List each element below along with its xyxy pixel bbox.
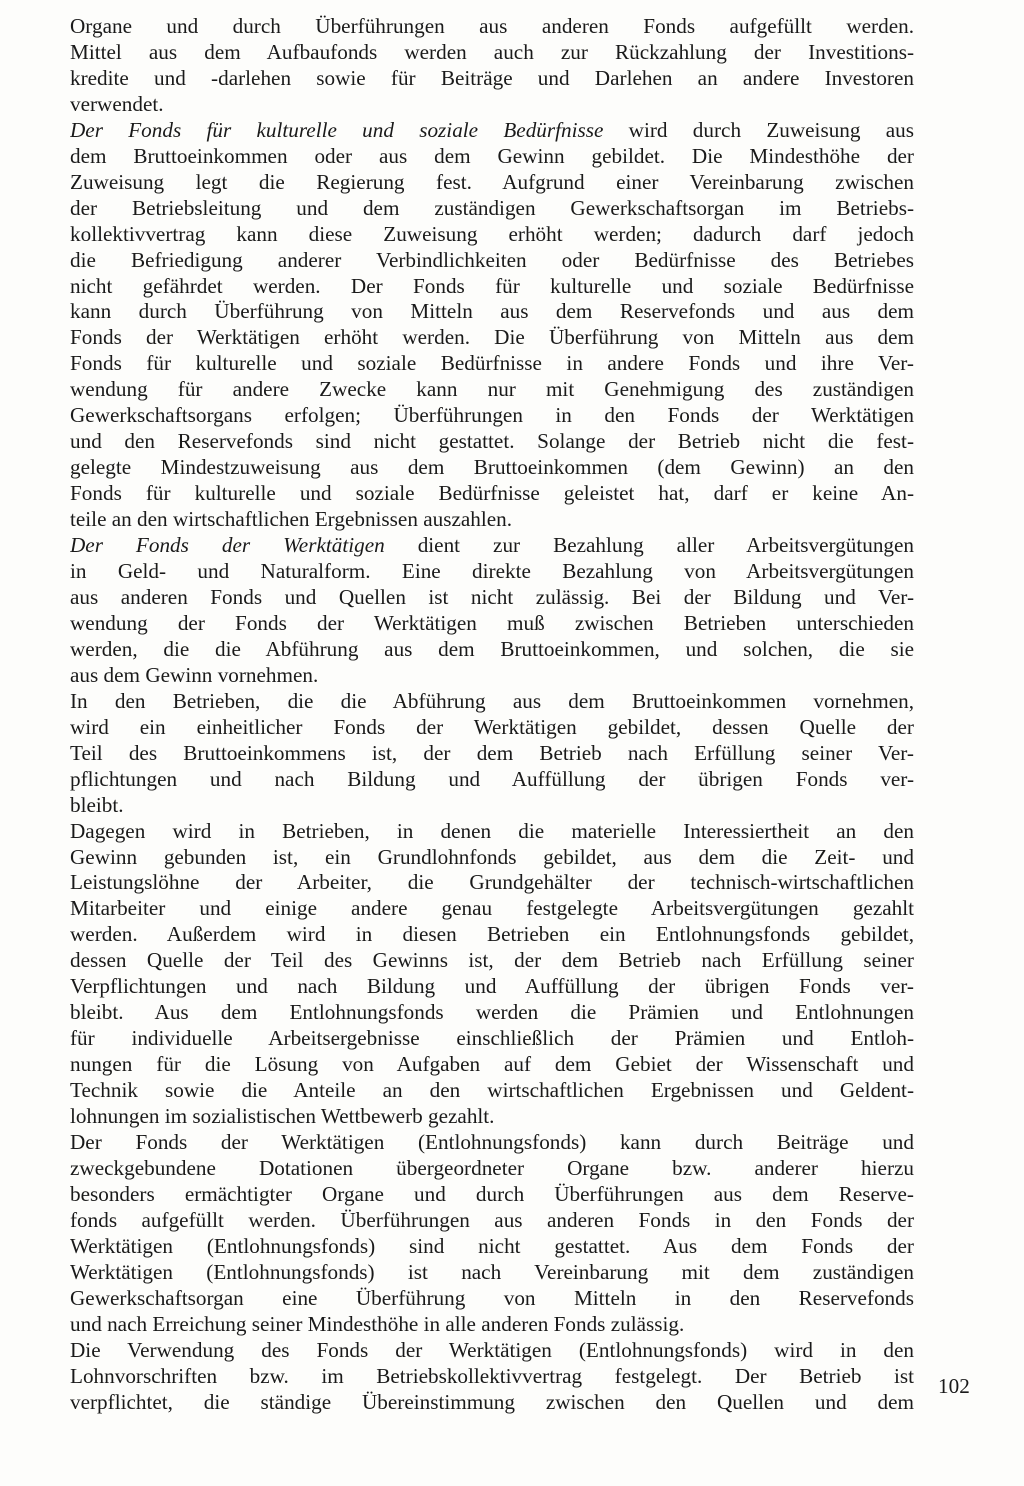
line-text: In den Betrieben, die die Abführung aus dem Bruttoeinkommen vornehmen, xyxy=(70,688,914,713)
text-line xyxy=(70,1364,914,1390)
line-text: bleibt. Aus dem Entlohnungsfonds werden die Prämien und Entlohnungen xyxy=(70,1000,914,1025)
text-line xyxy=(70,248,914,274)
line-text: Fonds für kulturelle und soziale Bedürfnisse geleistet hat, darf er keine An- xyxy=(70,481,914,506)
line-text: Mittel aus dem Aufbaufonds werden auch zur Rückzahlung der Investitions- xyxy=(70,39,914,64)
text-line xyxy=(70,559,914,585)
text-line xyxy=(70,922,914,948)
text-line xyxy=(70,222,914,248)
line-text: für individuelle Arbeitsergebnisse einschließlich der Prämien und Entloh- xyxy=(70,1026,914,1051)
text-line xyxy=(70,533,914,559)
paragraph xyxy=(70,14,914,118)
text-line xyxy=(70,429,914,455)
line-text: wird durch Zuweisung aus xyxy=(603,117,914,142)
text-line xyxy=(70,1182,914,1208)
text-line xyxy=(70,715,914,741)
text-line xyxy=(70,325,914,351)
line-text: teile an den wirtschaftlichen Ergebnissen auszahlen. xyxy=(70,507,513,532)
line-text: wird ein einheitlicher Fonds der Werktätigen gebildet, dessen Quelle der xyxy=(70,714,914,739)
paragraph xyxy=(70,533,914,689)
paragraph xyxy=(70,819,914,1130)
text-line xyxy=(70,870,914,896)
text-line xyxy=(70,455,914,481)
text-line xyxy=(70,1286,914,1312)
line-text: Die Verwendung des Fonds der Werktätigen (Entlohnungsfonds) wird in den xyxy=(70,1337,914,1362)
text-line xyxy=(70,611,914,637)
line-text: dessen Quelle der Teil des Gewinns ist, der dem Betrieb nach Erfüllung seiner xyxy=(70,948,914,973)
text-line xyxy=(70,144,914,170)
line-text: verpflichtet, die ständige Übereinstimmung zwischen den Quellen und dem xyxy=(70,1389,914,1414)
line-text: Gewerkschaftsorgan eine Überführung von Mitteln in den Reservefonds xyxy=(70,1285,914,1310)
line-text: lohnungen im sozialistischen Wettbewerb gezahlt. xyxy=(70,1104,495,1129)
text-line xyxy=(70,1234,914,1260)
text-line xyxy=(70,66,914,92)
line-text: dient zur Bezahlung aller Arbeitsvergütungen xyxy=(384,533,914,558)
line-text: der Betriebsleitung und dem zuständigen Gewerkschaftsorgan im Betriebs- xyxy=(70,195,914,220)
text-line xyxy=(70,585,914,611)
line-text: besonders ermächtigter Organe und durch Überführungen aus dem Reserve- xyxy=(70,1181,914,1206)
line-text: kann durch Überführung von Mitteln aus dem Reservefonds und aus dem xyxy=(70,299,914,324)
line-text: kredite und -darlehen sowie für Beiträge und Darlehen an andere Investoren xyxy=(70,65,914,90)
fund-heading: Der Fonds für kulturelle und soziale Bedürfnisse xyxy=(70,117,604,142)
line-text: zweckgebundene Dotationen übergeordneter Organe bzw. anderer hierzu xyxy=(70,1155,914,1180)
paragraph xyxy=(70,118,914,533)
line-text: Organe und durch Überführungen aus anderen Fonds aufgefüllt werden. xyxy=(70,14,914,38)
line-text: wendung für andere Zwecke kann nur mit Genehmigung des zuständigen xyxy=(70,377,914,402)
text-line xyxy=(70,1078,914,1104)
text-line xyxy=(70,741,914,767)
text-line xyxy=(70,1000,914,1026)
text-line xyxy=(70,274,914,300)
line-text: wendung der Fonds der Werktätigen muß zwischen Betrieben unterschieden xyxy=(70,610,914,635)
line-text: in Geld- und Naturalform. Eine direkte Bezahlung von Arbeitsvergütungen xyxy=(70,559,914,584)
text-line xyxy=(70,1026,914,1052)
line-text: die Befriedigung anderer Verbindlichkeiten oder Bedürfnisse des Betriebes xyxy=(70,247,914,272)
body-text xyxy=(70,14,914,1415)
text-line xyxy=(70,1208,914,1234)
line-text: Der Fonds der Werktätigen (Entlohnungsfonds) kann durch Beiträge und xyxy=(70,1129,914,1154)
line-text: Gewinn gebunden ist, ein Grundlohnfonds gebildet, aus dem die Zeit- und xyxy=(70,844,914,869)
text-line xyxy=(70,819,914,845)
line-text: aus dem Gewinn vornehmen. xyxy=(70,662,319,687)
text-line xyxy=(70,1156,914,1182)
paragraph xyxy=(70,689,914,819)
text-line xyxy=(70,507,914,533)
text-line xyxy=(70,40,914,66)
text-line xyxy=(70,948,914,974)
line-text: werden. Außerdem wird in diesen Betrieben ein Entlohnungsfonds gebildet, xyxy=(70,922,914,947)
line-text: Verpflichtungen und nach Bildung und Auffüllung der übrigen Fonds ver- xyxy=(70,974,914,999)
line-text: Fonds für kulturelle und soziale Bedürfnisse in andere Fonds und ihre Ver- xyxy=(70,351,914,376)
line-text: Leistungslöhne der Arbeiter, die Grundgehälter der technisch-wirtschaftlichen xyxy=(70,870,914,895)
text-line xyxy=(70,793,914,819)
line-text: Zuweisung legt die Regierung fest. Aufgrund einer Vereinbarung zwischen xyxy=(70,169,914,194)
text-line xyxy=(70,1260,914,1286)
line-text: fonds aufgefüllt werden. Überführungen aus anderen Fonds in den Fonds der xyxy=(70,1207,914,1232)
line-text: und nach Erreichung seiner Mindesthöhe in alle anderen Fonds zulässig. xyxy=(70,1311,685,1336)
line-text: nungen für die Lösung von Aufgaben auf dem Gebiet der Wissenschaft und xyxy=(70,1052,914,1077)
line-text: kollektivvertrag kann diese Zuweisung erhöht werden; dadurch darf jedoch xyxy=(70,221,914,246)
line-text: nicht gefährdet werden. Der Fonds für kulturelle und soziale Bedürfnisse xyxy=(70,273,914,298)
line-text: Technik sowie die Anteile an den wirtschaftlichen Ergebnissen und Geldent- xyxy=(70,1078,914,1103)
text-line xyxy=(70,767,914,793)
line-text: Teil des Bruttoeinkommens ist, der dem Betrieb nach Erfüllung seiner Ver- xyxy=(70,740,914,765)
text-line xyxy=(70,689,914,715)
text-line xyxy=(70,92,914,118)
line-text: bleibt. xyxy=(70,792,124,817)
paragraph xyxy=(70,1338,914,1416)
line-text: Gewerkschaftsorgans erfolgen; Überführungen in den Fonds der Werktätigen xyxy=(70,403,914,428)
text-line xyxy=(70,299,914,325)
line-text: verwendet. xyxy=(70,91,164,116)
text-line xyxy=(70,403,914,429)
text-line xyxy=(70,1390,914,1416)
text-line xyxy=(70,1312,914,1338)
line-text: dem Bruttoeinkommen oder aus dem Gewinn gebildet. Die Mindesthöhe der xyxy=(70,143,914,168)
line-text: Mitarbeiter und einige andere genau festgelegte Arbeitsvergütungen gezahlt xyxy=(70,896,914,921)
text-line xyxy=(70,1104,914,1130)
text-line xyxy=(70,351,914,377)
text-line xyxy=(70,1338,914,1364)
line-text: Werktätigen (Entlohnungsfonds) ist nach Vereinbarung mit dem zuständigen xyxy=(70,1259,914,1284)
text-line xyxy=(70,637,914,663)
line-text: pflichtungen und nach Bildung und Auffüllung der übrigen Fonds ver- xyxy=(70,766,914,791)
text-line xyxy=(70,118,914,144)
text-line xyxy=(70,14,914,40)
text-line xyxy=(70,1052,914,1078)
text-line xyxy=(70,896,914,922)
line-text: Lohnvorschriften bzw. im Betriebskollektivvertrag festgelegt. Der Betrieb ist xyxy=(70,1363,914,1388)
paragraph xyxy=(70,1130,914,1338)
fund-heading: Der Fonds der Werktätigen xyxy=(70,533,385,558)
text-line xyxy=(70,1130,914,1156)
line-text: Werktätigen (Entlohnungsfonds) sind nicht gestattet. Aus dem Fonds der xyxy=(70,1233,914,1258)
line-text: Dagegen wird in Betrieben, in denen die materielle Interessiertheit an den xyxy=(70,818,914,843)
text-line xyxy=(70,663,914,689)
text-line xyxy=(70,845,914,871)
line-text: werden, die die Abführung aus dem Bruttoeinkommen, und solchen, die sie xyxy=(70,636,914,661)
line-text: gelegte Mindestzuweisung aus dem Bruttoeinkommen (dem Gewinn) an den xyxy=(70,455,914,480)
line-text: Fonds der Werktätigen erhöht werden. Die Überführung von Mitteln aus dem xyxy=(70,325,914,350)
page-number: 102 xyxy=(938,1374,970,1398)
text-line xyxy=(70,377,914,403)
text-line xyxy=(70,196,914,222)
line-text: aus anderen Fonds und Quellen ist nicht zulässig. Bei der Bildung und Ver- xyxy=(70,584,914,609)
text-line xyxy=(70,170,914,196)
text-line xyxy=(70,481,914,507)
line-text: und den Reservefonds sind nicht gestattet. Solange der Betrieb nicht die fest- xyxy=(70,429,914,454)
text-line xyxy=(70,974,914,1000)
